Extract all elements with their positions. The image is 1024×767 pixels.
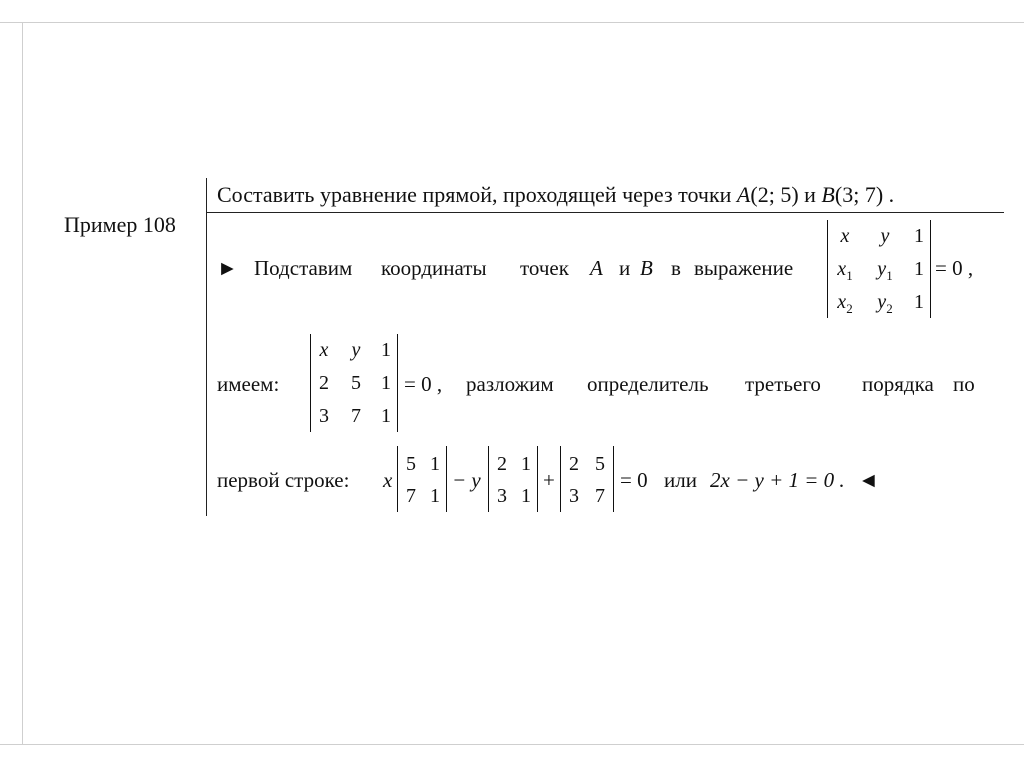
point-b-label: B xyxy=(821,182,835,207)
minor-determinant-1 xyxy=(397,446,447,512)
det-cell: 7 xyxy=(406,485,416,507)
det-cell: 1 xyxy=(914,258,924,280)
det-cell: 3 xyxy=(319,405,329,427)
det-cell: 7 xyxy=(351,405,361,427)
line3-plus: + xyxy=(543,468,555,492)
det-cell: 3 xyxy=(497,485,507,507)
slide-border-left xyxy=(22,22,23,744)
line1-word-6: в xyxy=(671,256,681,280)
task-end: . xyxy=(888,182,895,207)
det-cell: 1 xyxy=(430,485,440,507)
end-marker-icon: ◄ xyxy=(858,468,879,492)
point-a-label: A xyxy=(736,182,751,207)
task-text: Составить уравнение прямой, проходящей через точки xyxy=(217,182,732,207)
line2-word-3: порядка xyxy=(862,372,934,396)
line1-word-0: Подставим xyxy=(254,256,353,280)
point-a-coords: (2; 5) xyxy=(750,182,799,207)
line3-minus-y: − y xyxy=(452,468,481,492)
det-cell: $x_2$ xyxy=(837,291,853,316)
det-cell: $x_1$ xyxy=(837,258,853,283)
table-vertical-rule xyxy=(206,178,207,516)
table-horizontal-rule xyxy=(206,212,1004,213)
minor-determinant-3 xyxy=(560,446,614,512)
example-label: Пример 108 xyxy=(64,212,176,237)
det-cell: 2 xyxy=(497,453,507,475)
line3-or: или xyxy=(664,468,697,492)
line3-result: 2x − y + 1 = 0 . xyxy=(710,468,845,492)
det-cell: 2 xyxy=(319,372,329,394)
line1-equals: = 0 , xyxy=(935,256,974,280)
det-cell: x xyxy=(840,225,850,247)
det-cell: $y_1$ xyxy=(877,258,893,283)
determinant-general xyxy=(827,220,931,318)
det-cell: 1 xyxy=(521,485,531,507)
line2-equals: = 0 , xyxy=(404,372,443,396)
det-cell: 5 xyxy=(406,453,416,475)
determinant-points xyxy=(310,334,398,432)
det-cell: 3 xyxy=(569,485,579,507)
solution-line-1 xyxy=(217,258,238,279)
det-cell: 1 xyxy=(381,405,391,427)
minor-determinant-2 xyxy=(488,446,538,512)
det-cell: 7 xyxy=(595,485,605,507)
det-cell: 1 xyxy=(430,453,440,475)
det-cell: 2 xyxy=(569,453,579,475)
line1-word-3: A xyxy=(590,256,603,280)
line2-prefix: имеем: xyxy=(217,372,280,396)
line2-word-0: разложим xyxy=(466,372,554,396)
line3-prefix: первой строке: xyxy=(217,468,350,492)
line1-word-7: выражение xyxy=(694,256,794,280)
det-cell: y xyxy=(880,225,890,247)
det-cell: $y_2$ xyxy=(877,291,893,316)
line2-word-1: определитель xyxy=(587,372,709,396)
task-connector: и xyxy=(804,182,816,207)
det-cell: 1 xyxy=(521,453,531,475)
line1-word-5: B xyxy=(640,256,653,280)
det-cell: 1 xyxy=(914,225,924,247)
line1-word-4: и xyxy=(619,256,631,280)
line3-x: x xyxy=(383,468,393,492)
start-marker-icon: ► xyxy=(217,256,238,280)
det-cell: 1 xyxy=(381,339,391,361)
line1-word-2: точек xyxy=(520,256,569,280)
line2-word-4: по xyxy=(953,372,975,396)
det-cell: y xyxy=(351,339,361,361)
det-cell: 1 xyxy=(914,291,924,313)
slide-border-bottom xyxy=(0,744,1024,745)
slide-border-top xyxy=(0,22,1024,23)
line3-equals: = 0 xyxy=(620,468,648,492)
line1-word-1: координаты xyxy=(381,256,487,280)
det-cell: 1 xyxy=(381,372,391,394)
det-cell: x xyxy=(319,339,329,361)
point-b-coords: (3; 7) xyxy=(834,182,884,207)
det-cell: 5 xyxy=(595,453,605,475)
line2-word-2: третьего xyxy=(745,372,821,396)
task-statement xyxy=(217,184,894,206)
det-cell: 5 xyxy=(351,372,361,394)
